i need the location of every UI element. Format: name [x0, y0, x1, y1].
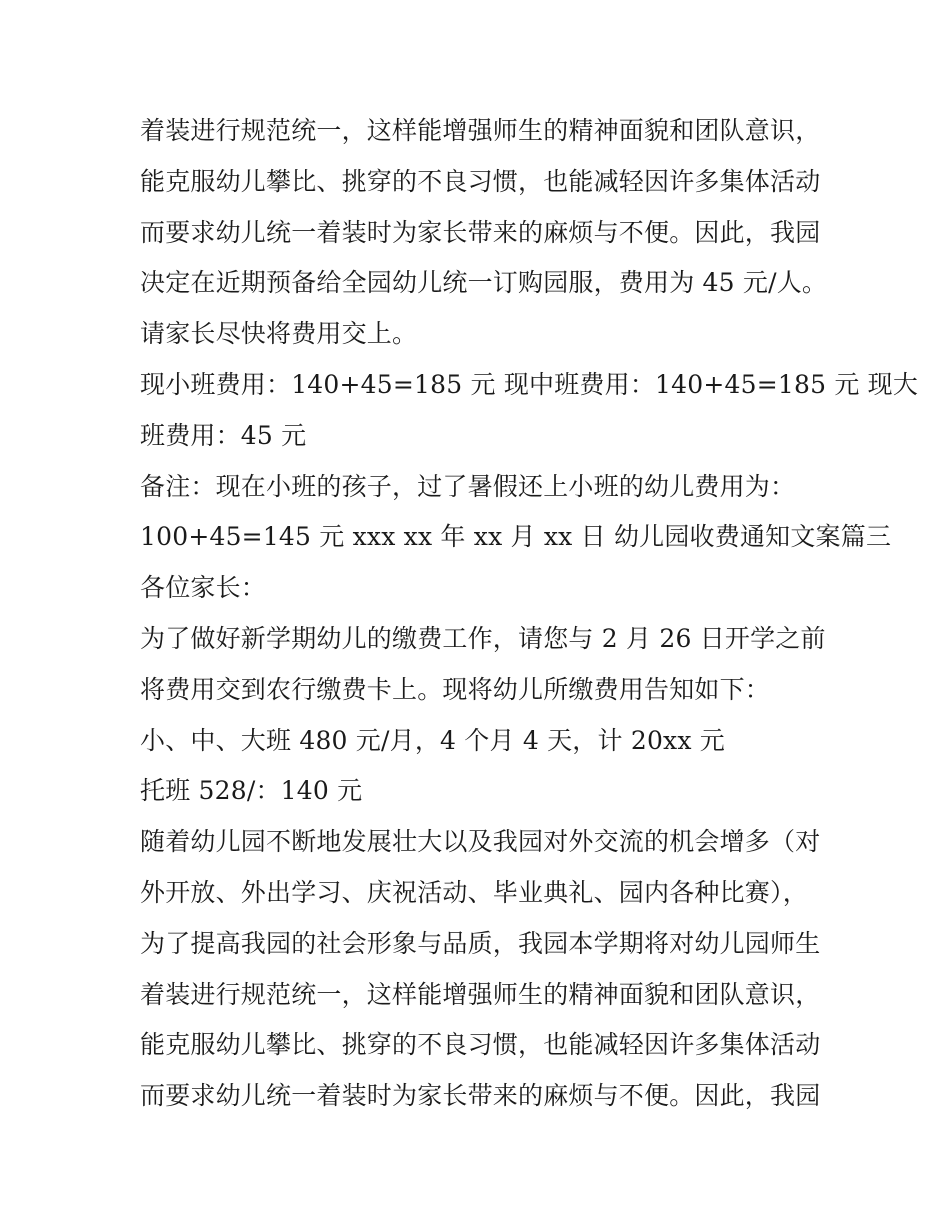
text-line-2: 能克服幼儿攀比、挑穿的不良习惯，也能减轻因许多集体活动	[140, 166, 821, 196]
text-line-7: 班费用：45 元	[140, 420, 307, 450]
text-line-9: 100+45=145 元 xxx xx 年 xx 月 xx 日 幼儿园收费通知文案篇三	[140, 522, 892, 552]
text-line-5: 请家长尽快将费用交上。	[140, 319, 418, 349]
text-line-1: 着装进行规范统一，这样能增强师生的精神面貌和团队意识，	[140, 116, 821, 145]
text-line-4: 决定在近期预备给全园幼儿统一订购园服，费用为 45 元/人。	[140, 268, 828, 298]
text-line-14: 托班 528/：140 元	[140, 776, 363, 806]
text-line-11: 为了做好新学期幼儿的缴费工作，请您与 2 月 26 日开学之前	[140, 623, 826, 653]
text-line-3: 而要求幼儿统一着装时为家长带来的麻烦与不便。因此，我园	[140, 217, 821, 247]
text-line-15: 随着幼儿园不断地发展壮大以及我园对外交流的机会增多（对	[140, 827, 821, 857]
text-line-16: 外开放、外出学习、庆祝活动、毕业典礼、园内各种比赛），	[140, 877, 808, 907]
text-line-13: 小、中、大班 480 元/月，4 个月 4 天，计 20xx 元	[140, 725, 725, 755]
text-line-19: 能克服幼儿攀比、挑穿的不良习惯，也能减轻因许多集体活动	[140, 1030, 821, 1060]
text-line-12: 将费用交到农行缴费卡上。现将幼儿所缴费用告知如下：	[140, 674, 771, 704]
text-line-8: 备注：现在小班的孩子，过了暑假还上小班的幼儿费用为：	[140, 471, 796, 501]
text-line-18: 着装进行规范统一，这样能增强师生的精神面貌和团队意识，	[140, 979, 821, 1009]
text-line-10: 各位家长：	[140, 573, 267, 603]
document-body	[140, 106, 919, 1122]
text-line-20: 而要求幼儿统一着装时为家长带来的麻烦与不便。因此，我园	[140, 1081, 821, 1111]
text-line-17: 为了提高我园的社会形象与品质，我园本学期将对幼儿园师生	[140, 928, 821, 958]
text-line-6: 现小班费用：140+45=185 元 现中班费用：140+45=185 元 现大	[140, 369, 919, 399]
